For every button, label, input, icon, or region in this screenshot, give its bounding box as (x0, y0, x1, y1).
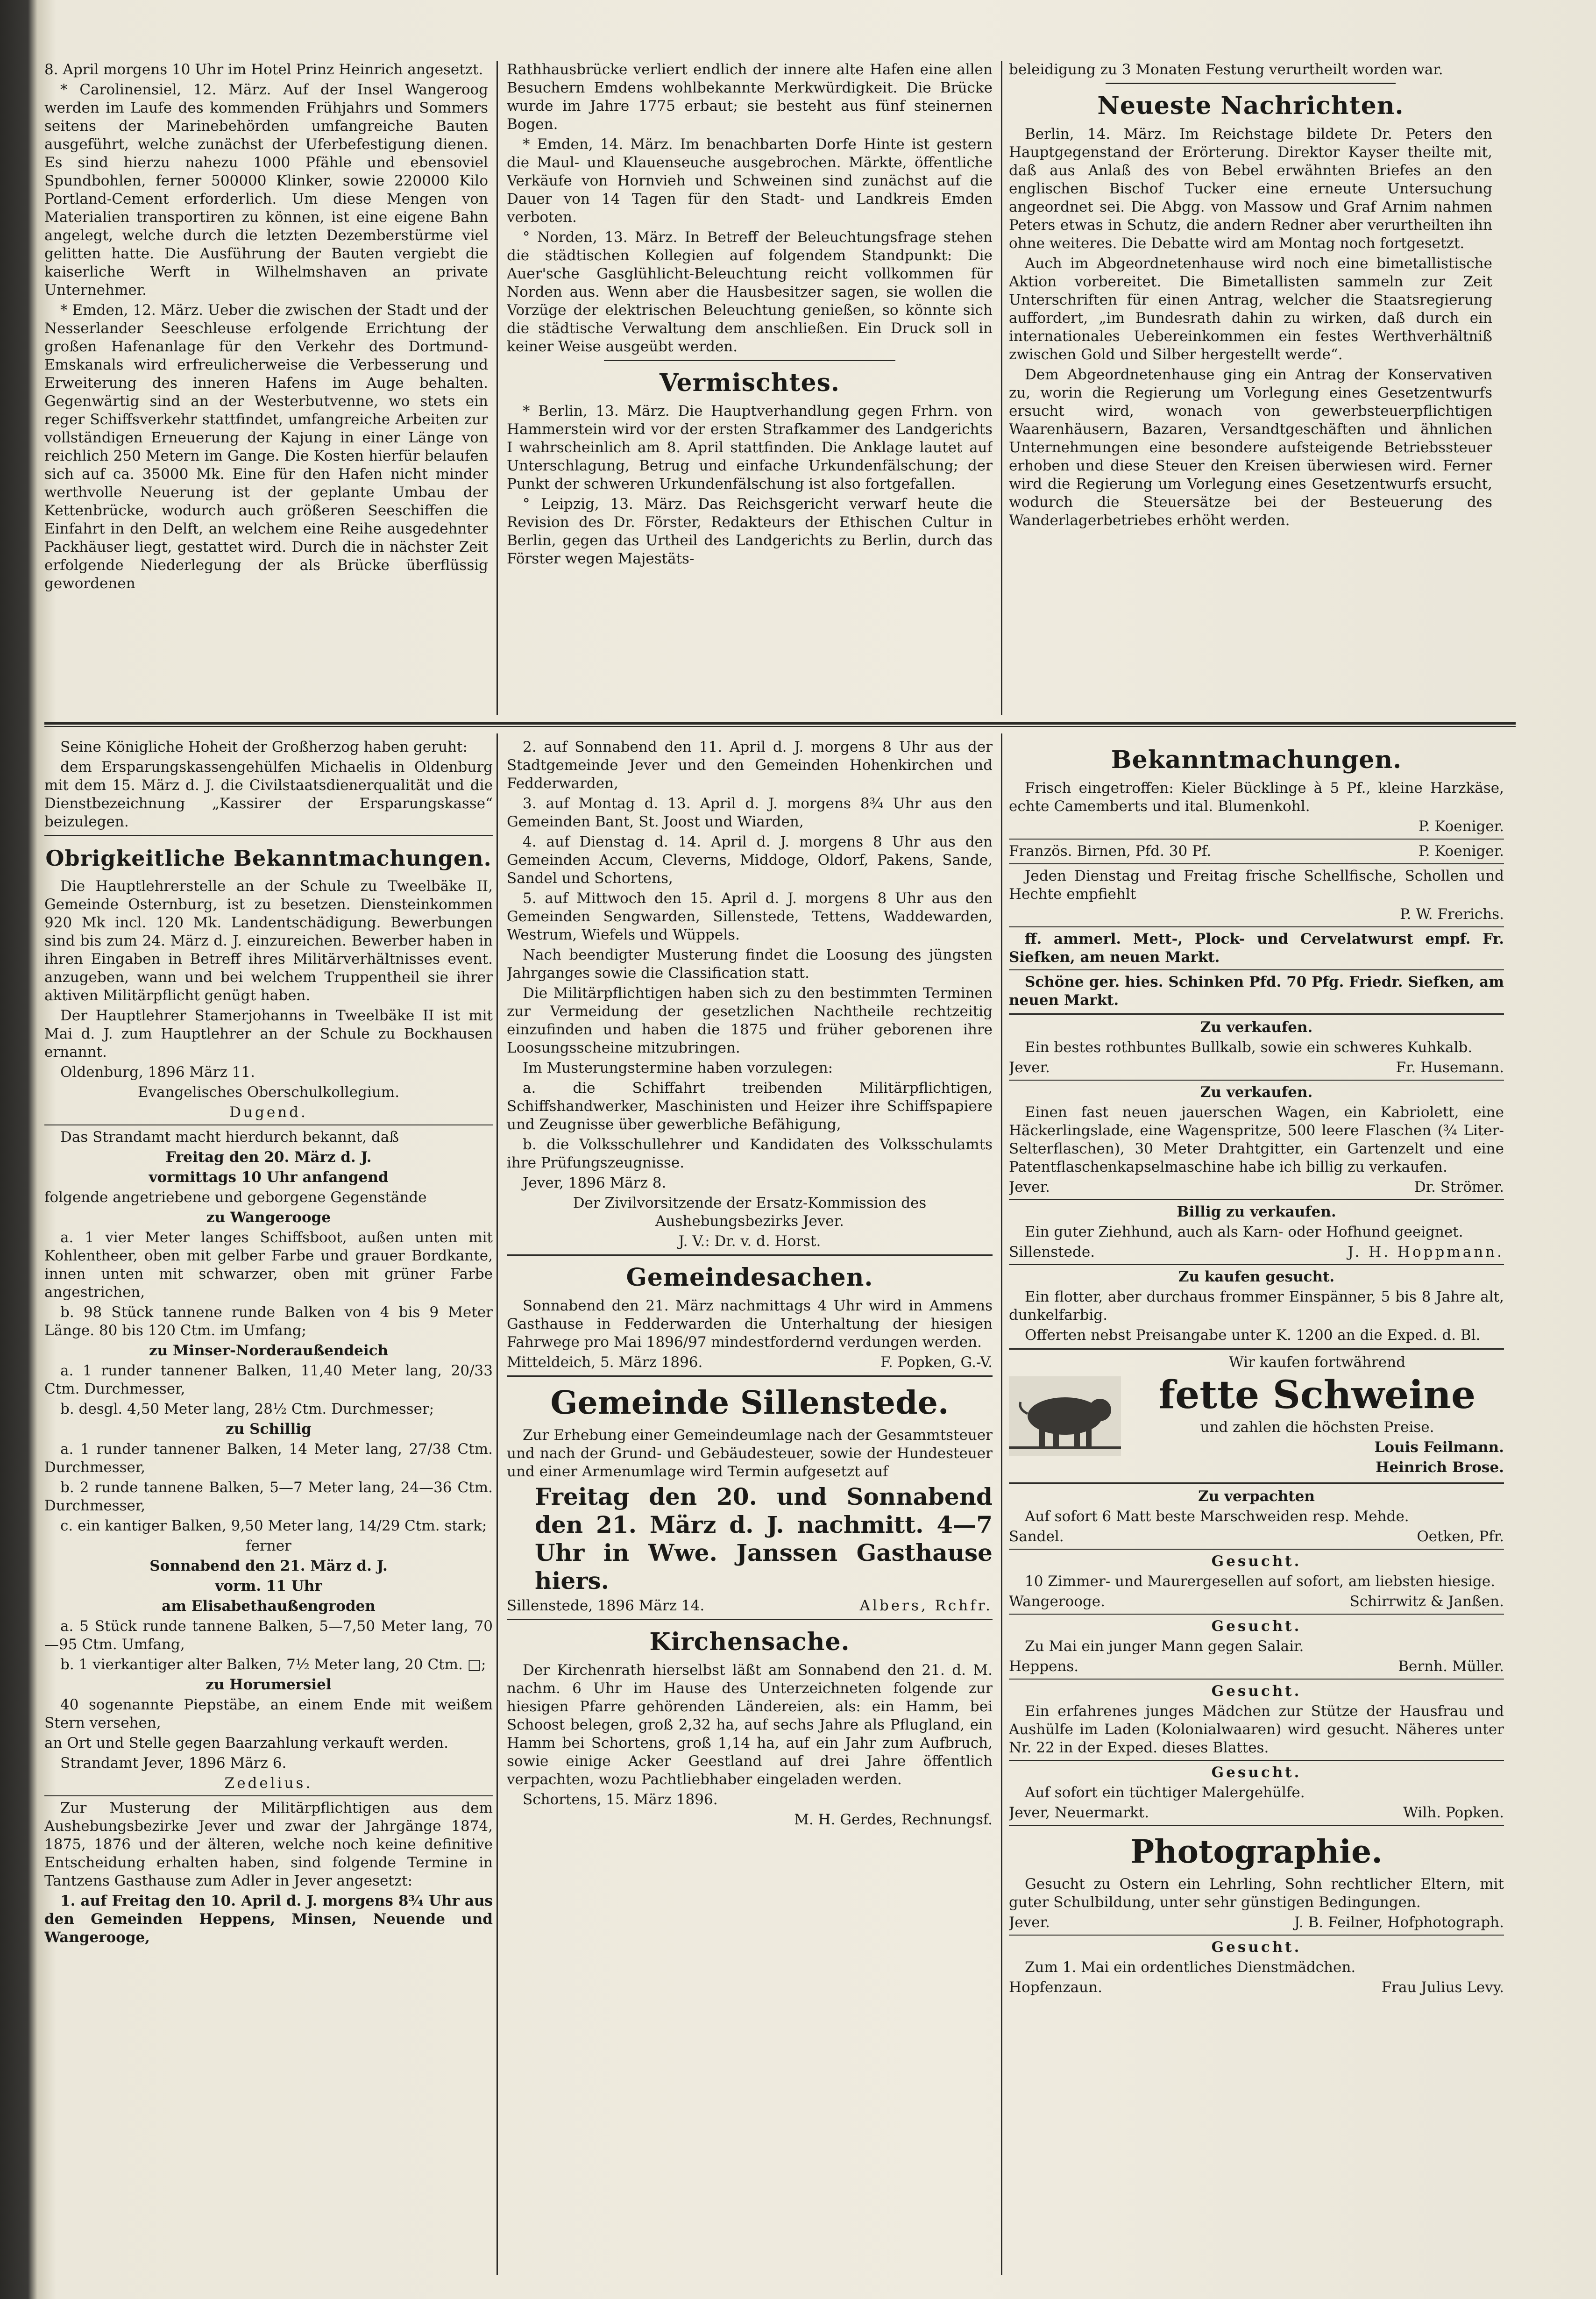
notice-location: zu Minser-Norderaußendeich (149, 1342, 389, 1359)
notice-text: folgende angetriebene und geborgene Gegenstände (44, 1189, 427, 1206)
notice-signature: Jever, 1896 März 8. (523, 1174, 667, 1191)
ad-signature-line (1009, 1979, 1504, 1997)
divider (507, 1375, 993, 1377)
notice-item: b. 98 Stück tannene runde Balken von 4 bis 9 Meter Länge. 80 bis 120 Ctm. im Umfang; (44, 1304, 493, 1339)
notice-text: Die Hauptlehrerstelle an der Schule zu Tweelbäke II, Gemeinde Osternburg, ist zu besetzen. Diensteinkommen 920 Mk incl. 120 Mk. Landentschädigung. Bewerbungen sind bis zum 24. März d. J. einzureichen. Bewerber haben in ihren Eingaben in Betreff ihres Militärverhältnisses event. anzugeben, wann und bei welchem Truppentheil sie ihrer aktiven Militärpflicht genügt haben. (44, 878, 493, 1004)
ad-heading: Gesucht. (1211, 1939, 1302, 1956)
notice-signature: Schortens, 15. März 1896. (523, 1791, 718, 1808)
ad-text: Einen fast neuen jauerschen Wagen, ein Kabriolett, eine Häckerlingslade, eine Wagenspritze, 500 leere Flaschen (¾ Liter-Selterflaschen), 30 Meter Drahtgitter, ein Gartenzelt und eine Patentflaschenkapselmaschine habe ich billig zu verkaufen. (1009, 1104, 1504, 1175)
notice-text: an Ort und Stelle gegen Baarzahlung verkauft werden. (44, 1735, 449, 1751)
article-text: beleidigung zu 3 Monaten Festung verurtheilt worden war. (1009, 61, 1443, 78)
notice-text: Sonnabend den 21. März nachmittags 4 Uhr wird in Ammens Gasthause in Fedderwarden die Unterhaltung der hiesigen Fahrwege pro Mai 1896/97 mindestfordernd verdungen werden. (507, 1297, 993, 1351)
ad-place: Jever, Neuermarkt. (1009, 1804, 1149, 1821)
notice-item: a. 1 runder tannener Balken, 14 Meter lang, 27/38 Ctm. Durchmesser, (44, 1441, 493, 1476)
article-leipzig: ° Leipzig, 13. März. Das Reichsgericht verwarf heute die Revision des Dr. Förster, Redakteurs der Ethischen Cultur in Berlin, gegen das Urtheil des Landgerichts zu Berlin, durch das Förster wegen Majestäts- (507, 496, 993, 567)
ad-text: Ein guter Ziehhund, auch als Karn- oder Hofhund geeignet. (1025, 1224, 1463, 1240)
ad-signature-line (1009, 1528, 1504, 1546)
ad-place: Sillenstede. (1009, 1244, 1095, 1260)
ad-heading: Zu verkaufen. (1200, 1019, 1313, 1036)
notice-text: Im Musterungstermine haben vorzulegen: (523, 1060, 833, 1076)
divider (1009, 1760, 1504, 1761)
divider (1009, 839, 1504, 840)
ad-signer: P. W. Frerichs. (1400, 906, 1504, 923)
notice-item: a. die Schiffahrt treibenden Militärpflichtigen, Schiffshandwerker, Maschinisten und Heizer ihre Schiffspapiere und Zeugnisse über gewerbliche Befähigung, (507, 1080, 993, 1133)
ad-text: Gesucht zu Ostern ein Lehrling, Sohn rechtlicher Eltern, mit guter Schulbildung, unter sehr günstigen Bedingungen. (1009, 1876, 1504, 1911)
divider (1009, 1013, 1504, 1015)
divider (1106, 83, 1396, 84)
pig-ad-text (1130, 1353, 1504, 1479)
divider (604, 360, 895, 361)
newspaper-sheet (44, 61, 1572, 2285)
ad-text: Auf sofort 6 Matt beste Marschweiden resp. Mehde. (1025, 1508, 1409, 1525)
notice-text: ferner (246, 1537, 291, 1554)
ad-place: Wangerooge. (1009, 1593, 1105, 1610)
notice-signature-line (507, 1597, 993, 1615)
notice-highlight: Freitag den 20. und Sonnabend den 21. März d. J. nachmitt. 4—7 Uhr in Wwe. Janssen Gasthause hiers. (535, 1483, 993, 1594)
notice-text: 1. auf Freitag den 10. April d. J. morgens 8¾ Uhr aus den Gemeinden Heppens, Minsen, Neuende und Wangerooge, (44, 1893, 493, 1946)
ad-place: Sandel. (1009, 1528, 1064, 1545)
notice-signature: J. V.: Dr. v. d. Horst. (678, 1233, 821, 1250)
divider (1009, 1614, 1504, 1615)
divider (1009, 1080, 1504, 1081)
ad-signer: Schirrwitz & Janßen. (1349, 1593, 1504, 1610)
ad-place: Jever. (1009, 1179, 1050, 1196)
ad-text: Zum 1. Mai ein ordentliches Dienstmädchen. (1025, 1959, 1356, 1976)
notice-date: vorm. 11 Uhr (215, 1578, 322, 1594)
ad-signer: J. H. Hoppmann. (1348, 1244, 1504, 1260)
ad-place: Jever. (1009, 1059, 1050, 1076)
bottom-column-1 (44, 738, 493, 2280)
notice-signature: Der Zivilvorsitzende der Ersatz-Kommission des Aushebungsbezirks Jever. (573, 1195, 927, 1230)
divider (1009, 1825, 1504, 1826)
notice-location: am Elisabethaußengroden (162, 1598, 376, 1615)
ad-headline-photographie: Photographie. (1130, 1833, 1383, 1871)
ad-text: Schöne ger. hies. Schinken Pfd. 70 Pfg. Friedr. Siefken, am neuen Markt. (1009, 974, 1504, 1009)
notice-item: a. 5 Stück runde tannene Balken, 5—7,50 Meter lang, 70—95 Ctm. Umfang, (44, 1618, 493, 1653)
ad-signature-line (1009, 1658, 1504, 1676)
section-heading-sillenstede: Gemeinde Sillenstede. (550, 1384, 949, 1422)
divider (1009, 1264, 1504, 1265)
bottom-column-3 (1009, 738, 1504, 2280)
ad-signer: Oetken, Pfr. (1417, 1528, 1504, 1545)
section-heading-obrigkeitlich: Obrigkeitliche Bekanntmachungen. (45, 846, 492, 871)
notice-place-date: Mitteldeich, 5. März 1896. (507, 1354, 703, 1371)
bottom-column-2 (507, 738, 993, 2280)
divider (507, 1254, 993, 1256)
section-heading-news: Neueste Nachrichten. (1097, 92, 1404, 120)
divider (44, 835, 493, 836)
notice-location: zu Horumersiel (206, 1676, 332, 1693)
notice-signature: Strandamt Jever, 1896 März 6. (60, 1755, 287, 1772)
notice-text: Nach beendigter Musterung findet die Loosung des jüngsten Jahrganges sowie die Classification statt. (507, 947, 993, 982)
ad-text: Auf sofort ein tüchtiger Malergehülfe. (1025, 1784, 1305, 1801)
divider (1009, 863, 1504, 864)
top-column-3 (1009, 61, 1492, 715)
ad-signer: Fr. Husemann. (1396, 1059, 1504, 1076)
divider (1009, 926, 1504, 927)
ad-signature-line (1009, 1243, 1504, 1261)
ad-text: Ein bestes rothbuntes Bullkalb, sowie ein schweres Kuhkalb. (1025, 1039, 1473, 1056)
ad-signature-line (1009, 1178, 1504, 1196)
pig-icon (1009, 1376, 1121, 1456)
classified-ad (1009, 842, 1504, 861)
ad-text: Wir kaufen fortwährend (1228, 1354, 1406, 1371)
section-heading-bekanntmachungen: Bekanntmachungen. (1111, 746, 1402, 774)
article-carolinensiel: * Carolinensiel, 12. März. Auf der Insel Wangeroog werden im Laufe des kommenden Frühjahrs und Sommers seitens der Marinebehörden umfangreiche Bauten ausgeführt, welche zunächst der Uferbefestigung dienen. Es sind hierzu nahezu 1000 Pfähle und ebensoviel Spundbohlen, ferner 500000 Klinker, sowie 220000 Kilo Portland-Cement erforderlich. Um diese Mengen von Materialien transportiren zu können, ist eine eigene Bahn angelegt, welche durch die letzten Dezemberstürme viel gelitten hatte. Die Ausführung der Bauten vergiebt die kaiserliche Werft in Wilhelmshaven an private Unternehmer. (44, 81, 488, 299)
divider (1009, 1348, 1504, 1350)
ad-signer: Wilh. Popken. (1403, 1804, 1504, 1821)
notice-signature: Zedelius. (224, 1775, 313, 1792)
notice-signature: Oldenburg, 1896 März 11. (60, 1064, 255, 1081)
ad-place: Heppens. (1009, 1658, 1079, 1675)
notice-signature: Dugend. (229, 1104, 308, 1121)
ad-text: Französ. Birnen, Pfd. 30 Pf. (1009, 843, 1212, 860)
classified-ad (1009, 779, 1504, 836)
notice-date: vormittags 10 Uhr anfangend (149, 1169, 389, 1186)
notice-text: Die Militärpflichtigen haben sich zu den bestimmten Terminen zur Vermeidung der gesetzlichen Nachtheile rechtzeitig einzufinden und haben die 1875 und früher geborenen ihre Loosungsscheine mitzubringen. (507, 985, 993, 1056)
ad-heading: Zu kaufen gesucht. (1178, 1268, 1335, 1285)
notice-signature: M. H. Gerdes, Rechnungsf. (794, 1811, 993, 1828)
ad-heading: Zu verpachten (1198, 1488, 1315, 1505)
notice-date: Sonnabend den 21. März d. J. (149, 1558, 388, 1574)
divider (44, 1795, 493, 1796)
notice-item: b. 1 vierkantiger alter Balken, 7½ Meter lang, 20 Ctm. □; (60, 1656, 486, 1673)
divider (1009, 1549, 1504, 1550)
notice-location: zu Schillig (226, 1421, 312, 1438)
notice-item: b. desgl. 4,50 Meter lang, 28½ Ctm. Durchmesser; (60, 1401, 434, 1417)
article-berlin: * Berlin, 13. März. Die Hauptverhandlung gegen Frhrn. von Hammerstein wird vor der ersten Strafkammer des Landgerichts I wahrscheinlich am 8. April stattfinden. Die Anklage lautet auf Unterschlagung, Betrug und einfache Urkundenfälschung; der Punkt der schweren Urkundenfälschung ist also fortgefallen. (507, 403, 993, 492)
notice-text: Der Kirchenrath hierselbst läßt am Sonnabend den 21. d. M. nachm. 6 Uhr im Hause des Unterzeichneten folgende zur hiesigen Pfarre gehörenden Ländereien, als: ein Hamm, bei Schoost belegen, groß 2,32 ha, auf sechs Jahre als Pflugland, ein Hamm bei Schortens, groß 1,14 ha, auf ein Jahr zum Aufbruch, sowie einige Acker Geestland auf drei Jahre öffentlich verpachten, wozu Pachtliebhaber eingeladen werden. (507, 1662, 993, 1788)
notice-signature-line (507, 1353, 993, 1372)
ad-text: Ein erfahrenes junges Mädchen zur Stütze der Hausfrau und Aushülfe im Laden (Kolonialwaaren) wird gesucht. Näheres unter Nr. 22 in der Exped. dieses Blattes. (1009, 1703, 1504, 1756)
news-item: Dem Abgeordnetenhause ging ein Antrag der Konservativen zu, worin die Regierung um Vorlegung eines Gesetzentwurfs ersucht wird, wonach von gewerbsteuerpflichtigen Waarenhäusern, Bazaren, Versandtgeschäften und ähnlichen Unternehmungen eine besondere aufsteigende Betriebssteuer erhoben und diese Steuer den Kreisen überwiesen wird. Ferner wird die Regierung um Vorlegung eines Gesetzentwurfs ersucht, wodurch die Steuersätze bei der Besteuerung des Wanderlagerbetriebes erhöht werden. (1009, 366, 1492, 529)
ad-text: Zu Mai ein junger Mann gegen Salair. (1025, 1638, 1304, 1655)
column-divider (497, 733, 498, 2275)
article-text: Rathhausbrücke verliert endlich der innere alte Hafen eine allen Besuchern Emdens wohlbekannte Merkwürdigkeit. Die Brücke wurde im Jahre 1775 erbaut; sie besteht aus fünf steinernen Bogen. (507, 61, 993, 133)
ad-heading: Gesucht. (1211, 1618, 1302, 1635)
ad-text: Ein flotter, aber durchaus frommer Einspänner, 5 bis 8 Jahre alt, dunkelfarbig. (1009, 1288, 1504, 1324)
ad-signer: Heinrich Brose. (1376, 1459, 1504, 1476)
notice-item: 5. auf Mittwoch den 15. April d. J. morgens 8 Uhr aus den Gemeinden Sengwarden, Sillenstede, Tettens, Waddewarden, Westrum, Wiefels und Wüppels. (507, 890, 993, 943)
ad-text: Frisch eingetroffen: Kieler Bücklinge à 5 Pf., kleine Harzkäse, echte Camemberts und ital. Blumenkohl. (1009, 780, 1504, 815)
notice-item: a. 1 vier Meter langes Schiffsboot, außen unten mit Kohlentheer, oben mit gelber Farbe und grauer Bordkante, innen unten mit schwarzer, oben mit grüner Farbe angestrichen, (44, 1229, 493, 1301)
classified-ad (1009, 867, 1504, 924)
ad-signature-line (1009, 1804, 1504, 1822)
ad-place: Hopfenzaun. (1009, 1979, 1102, 1996)
notice-text: Seine Königliche Hoheit der Großherzog haben geruht: (60, 739, 468, 755)
ad-signer: J. B. Feilner, Hofphotograph. (1294, 1914, 1504, 1931)
notice-text: Das Strandamt macht hierdurch bekannt, daß (60, 1129, 399, 1146)
section-heading-kirchensache: Kirchensache. (649, 1628, 850, 1656)
ad-heading: Billig zu verkaufen. (1177, 1203, 1336, 1220)
notice-item: 40 sogenannte Piepstäbe, an einem Ende mit weißem Stern versehen, (44, 1696, 493, 1731)
notice-text: dem Ersparungskassengehülfen Michaelis in Oldenburg mit dem 15. März d. J. die Civilstaatsdienerqualität und die Dienstbezeichnung „Kassirer der Ersparungskasse“ beizulegen. (44, 759, 493, 830)
news-item: Berlin, 14. März. Im Reichstage bildete Dr. Peters den Hauptgegenstand der Erörterung. Direktor Kayser theilte mit, daß aus Anlaß des von Bebel erwähnten Briefes an den englischen Bischof Tucker eine erneute Untersuchung angeordnet sei. Die Abgg. von Massow und Graf Arnim nahmen Peters etwas in Schutz, die andern Redner aber verurtheilten ihn ohne weiteres. Die Debatte wird am Montag noch fortgesetzt. (1009, 126, 1492, 252)
ad-headline: fette Schweine (1158, 1373, 1476, 1417)
ad-text: Jeden Dienstag und Freitag frische Schellfische, Schollen und Hechte empfiehlt (1009, 868, 1504, 903)
notice-signature: Evangelisches Oberschulkollegium. (137, 1084, 400, 1101)
ad-heading: Gesucht. (1211, 1683, 1302, 1700)
section-heading-vermischtes: Vermischtes. (659, 369, 840, 397)
article-emden-1: * Emden, 12. März. Ueber die zwischen der Stadt und der Nesserlander Seeschleuse erfolgende Errichtung der großen Hafenanlage für den Verkehr des Dortmund-Emskanals wird erfreulicherweise die Verbesserung und Erweiterung des inneren Hafens im Auge behalten. Gegenwärtig sind an der Westerbutvenne, wo stets ein reger Schiffsverkehr stattfindet, umfangreiche Arbeiten zur vollständigen Erneuerung der Kajung in einer Länge von reichlich 250 Metern im Gange. Die Kosten hierfür belaufen sich auf ca. 35000 Mk. Eine für den Hafen nicht minder werthvolle Neuerung ist der geplante Umbau der Kettenbrücke, wodurch auch größeren Seeschiffen die Einfahrt in den Delft, an welchem eine Reihe ausgedehnter Packhäuser liegt, gestattet wird. Durch die in nächster Zeit erfolgende Niederlegung der als Brücke überflüssig gewordenen (44, 302, 488, 592)
notice-item: 2. auf Sonnabend den 11. April d. J. morgens 8 Uhr aus der Stadtgemeinde Jever und den Gemeinden Hohenkirchen und Fedderwarden, (507, 739, 993, 792)
ad-text: und zahlen die höchsten Preise. (1200, 1419, 1434, 1436)
notice-item: c. ein kantiger Balken, 9,50 Meter lang, 14/29 Ctm. stark; (60, 1517, 487, 1534)
section-heading-gemeindesachen: Gemeindesachen. (626, 1263, 873, 1292)
notice-date: Freitag den 20. März d. J. (165, 1149, 372, 1166)
notice-signer: F. Popken, G.-V. (880, 1354, 993, 1371)
notice-text: Der Hauptlehrer Stamerjohanns in Tweelbäke II ist mit Mai d. J. zum Hauptlehrer an der Schule zu Bockhausen ernannt. (44, 1007, 493, 1061)
ad-signer: P. Koeniger. (1419, 843, 1504, 860)
divider (1009, 1199, 1504, 1200)
divider (1009, 1679, 1504, 1680)
notice-location: zu Wangerooge (206, 1209, 331, 1226)
notice-item: a. 1 runder tannener Balken, 11,40 Meter lang, 20/33 Ctm. Durchmesser, (44, 1362, 493, 1397)
ad-heading: Zu verkaufen. (1200, 1084, 1313, 1101)
notice-text: Zur Erhebung einer Gemeindeumlage nach der Gesammtsteuer und nach der Grund- und Gebäudesteuer, sowie der Hundesteuer und einer Armenumlage wird Termin aufgesetzt auf (507, 1427, 993, 1480)
notice-item: 3. auf Montag d. 13. April d. J. morgens 8¾ Uhr aus den Gemeinden Bant, St. Joost und Wiarden, (507, 795, 993, 830)
ad-signer: Bernh. Müller. (1398, 1658, 1504, 1675)
ad-signature-line (1009, 1914, 1504, 1932)
ad-signature-line (1009, 1593, 1504, 1611)
column-divider (1001, 733, 1002, 2275)
divider (507, 1619, 993, 1620)
article-norden: ° Norden, 13. März. In Betreff der Beleuchtungsfrage stehen die städtischen Kollegien auf folgendem Standpunkt: Die Auer'sche Gasglühlicht-Beleuchtung reicht vollkommen für Norden aus. Wenn aber die Hausbesitzer sagen, sie wollen die Vorzüge der elektrischen Beleuchtung genießen, so könnte sich die städtische Verwaltung dem anschließen. Ein Druck soll in keiner Weise ausgeübt werden. (507, 229, 993, 355)
ad-place: Jever. (1009, 1914, 1050, 1931)
notice-place-date: Sillenstede, 1896 März 14. (507, 1597, 705, 1614)
ad-signer: Louis Feilmann. (1374, 1439, 1504, 1456)
divider (1009, 1935, 1504, 1936)
ad-signer: Dr. Strömer. (1414, 1179, 1504, 1196)
divider (1009, 1482, 1504, 1484)
section-divider (44, 726, 1516, 727)
notice-item: b. die Volksschullehrer und Kandidaten des Volksschulamts ihre Prüfungszeugnisse. (507, 1136, 993, 1171)
article-text: 8. April morgens 10 Uhr im Hotel Prinz Heinrich angesetzt. (44, 61, 483, 78)
divider (1009, 969, 1504, 970)
pig-advertisement (1009, 1353, 1504, 1479)
column-divider (1001, 61, 1002, 715)
ad-text: ff. ammerl. Mett-, Plock- und Cervelatwurst empf. Fr. Siefken, am neuen Markt. (1009, 931, 1504, 966)
top-column-2 (507, 61, 993, 715)
notice-signer: Albers, Rchfr. (859, 1597, 993, 1614)
ad-signer: Frau Julius Levy. (1381, 1979, 1504, 1996)
notice-item: b. 2 runde tannene Balken, 5—7 Meter lang, 24—36 Ctm. Durchmesser, (44, 1479, 493, 1514)
column-divider (497, 61, 498, 715)
notice-item: 4. auf Dienstag d. 14. April d. J. morgens 8 Uhr aus den Gemeinden Accum, Cleverns, Middoge, Oldorf, Pakens, Sande, Sandel und Schortens, (507, 833, 993, 887)
ad-signature-line (1009, 1059, 1504, 1077)
news-item: Auch im Abgeordnetenhause wird noch eine bimetallistische Aktion vorbereitet. Die Bimetallisten sammeln zur Zeit Unterschriften für einen Antrag, welcher die Staatsregierung auffordert, „im Bundesrath dahin zu wirken, daß durch ein internationales Uebereinkommen ein festes Werthverhältniß zwischen Gold und Silber hergestellt werde“. (1009, 255, 1492, 363)
article-emden-2: * Emden, 14. März. Im benachbarten Dorfe Hinte ist gestern die Maul- und Klauenseuche ausgebrochen. Märkte, öffentliche Verkäufe von Hornvieh und Schweinen sind zunächst auf die Dauer von 14 Tagen für den Stadt- und Landkreis Emden verboten. (507, 136, 993, 226)
ad-text: 10 Zimmer- und Maurergesellen auf sofort, am liebsten hiesige. (1025, 1573, 1496, 1590)
ad-signer: P. Koeniger. (1419, 818, 1504, 835)
ad-heading: Gesucht. (1211, 1764, 1302, 1781)
section-divider (44, 722, 1516, 725)
notice-text: Zur Musterung der Militärpflichtigen aus dem Aushebungsbezirke Jever und zwar der Jahrgänge 1874, 1875, 1876 und der älteren, welche noch keine definitive Entscheidung erhalten haben, sind folgende Termine in Tantzens Gasthause zum Adler in Jever angesetzt: (44, 1800, 493, 1889)
ad-heading: Gesucht. (1211, 1553, 1302, 1570)
ad-text: Offerten nebst Preisangabe unter K. 1200 an die Exped. d. Bl. (1025, 1327, 1481, 1344)
top-column-1 (44, 61, 488, 715)
